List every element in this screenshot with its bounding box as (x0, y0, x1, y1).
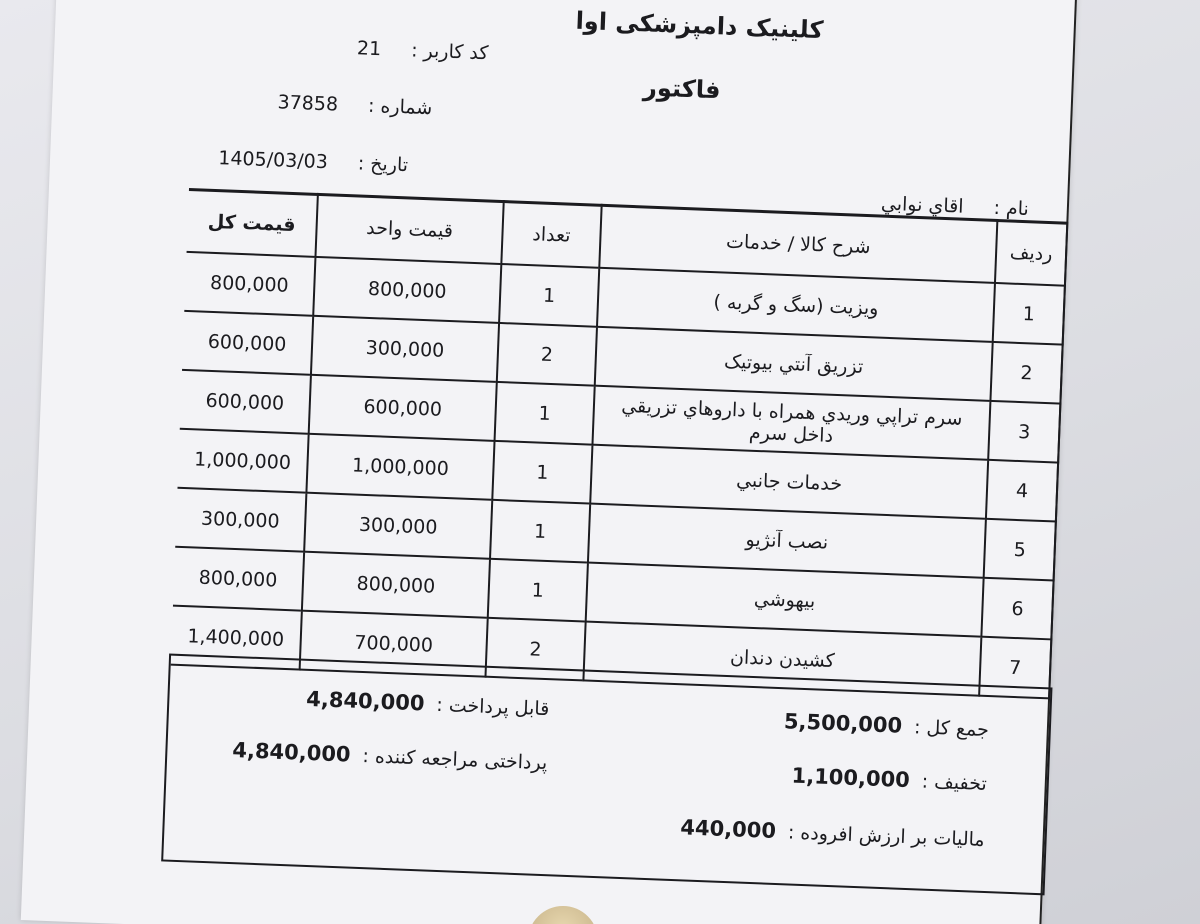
row-description: تزريق آنتي بيوتيک (595, 327, 993, 401)
row-number: 6 (981, 578, 1053, 640)
user-code (357, 37, 489, 64)
row-unit-price: 800,000 (313, 257, 501, 323)
row-quantity: 2 (485, 618, 585, 681)
discount-value: 1,100,000 (791, 763, 911, 793)
vat-label: ماليات بر ارزش افروده : (787, 821, 986, 851)
row-quantity: 1 (495, 382, 595, 445)
header-description: شرح کالا / خدمات (599, 205, 997, 283)
row-total-price: 600,000 (182, 311, 313, 375)
invoice-number-label: شماره : (367, 94, 433, 120)
invoice-date-value: 1405/03/03 (217, 147, 329, 174)
row-description: بيهوشي (586, 563, 984, 637)
row-unit-price: 700,000 (300, 611, 488, 677)
invoice-paper (21, 0, 1079, 924)
customer-name-label: نام : (993, 196, 1030, 221)
row-total-price: 1,000,000 (178, 429, 309, 493)
clinic-name: کلینیک دامپزشکی اوا (575, 6, 824, 45)
customer-name-value: اقاي نوابي (880, 192, 964, 218)
row-quantity: 1 (490, 500, 590, 563)
row-number: 7 (979, 637, 1051, 699)
vat-value: 440,000 (679, 815, 777, 843)
row-quantity: 2 (497, 323, 597, 386)
header-total-price: قيمت کل (187, 189, 318, 256)
row-number: 1 (993, 283, 1065, 345)
header-row-number: رديف (995, 221, 1067, 286)
sum-total (784, 709, 990, 741)
customer-paid-value: 4,840,000 (231, 738, 352, 767)
row-quantity: 1 (492, 441, 592, 504)
row-number: 5 (984, 519, 1056, 581)
summary-box (161, 654, 1052, 896)
row-description: خدمات جانبي (590, 445, 988, 519)
header-unit-price: قيمت واحد (315, 194, 503, 264)
row-total-price: 300,000 (175, 488, 306, 552)
row-total-price: 1,400,000 (171, 606, 302, 670)
payable (306, 687, 550, 720)
invoice-number-value: 37858 (277, 91, 339, 116)
invoice-date (218, 147, 409, 176)
row-number: 4 (986, 460, 1058, 522)
header-quantity: تعداد (501, 202, 601, 268)
row-number: 2 (990, 342, 1062, 404)
invoice-number (277, 91, 432, 119)
row-unit-price: 300,000 (304, 493, 492, 559)
invoice-title: فاکتور (642, 73, 722, 105)
customer-paid-label: پرداختی مراجعه کننده : (362, 745, 548, 775)
row-unit-price: 800,000 (302, 552, 490, 618)
row-description: سرم تراپي وريدي همراه با داروهاي تزريقي داخل سرم (592, 386, 990, 460)
row-total-price: 800,000 (173, 547, 304, 611)
user-code-value: 21 (356, 37, 382, 61)
sum-total-value: 5,500,000 (783, 709, 903, 738)
payable-value: 4,840,000 (305, 686, 425, 716)
discount (791, 764, 987, 795)
row-description: ويزيت (سگ و گربه ) (597, 268, 995, 342)
customer-paid (232, 738, 548, 774)
row-total-price: 800,000 (184, 252, 315, 316)
sum-total-label: جمع کل : (913, 716, 990, 742)
row-unit-price: 600,000 (309, 375, 497, 441)
discount-label: تخفیف : (921, 770, 988, 796)
vat (680, 815, 985, 851)
row-total-price: 600,000 (180, 370, 311, 434)
row-number: 3 (988, 401, 1060, 463)
row-quantity: 1 (488, 559, 588, 622)
invoice-date-label: تاریخ : (357, 152, 409, 177)
row-description: کشيدن دندان (583, 622, 981, 696)
row-unit-price: 300,000 (311, 316, 499, 382)
user-code-label: کد کاربر : (410, 39, 489, 65)
row-unit-price: 1,000,000 (306, 434, 494, 500)
row-description: نصب آنژيو (588, 504, 986, 578)
payable-label: قابل پرداخت : (435, 693, 550, 721)
items-table (171, 188, 1069, 699)
row-quantity: 1 (499, 264, 599, 327)
